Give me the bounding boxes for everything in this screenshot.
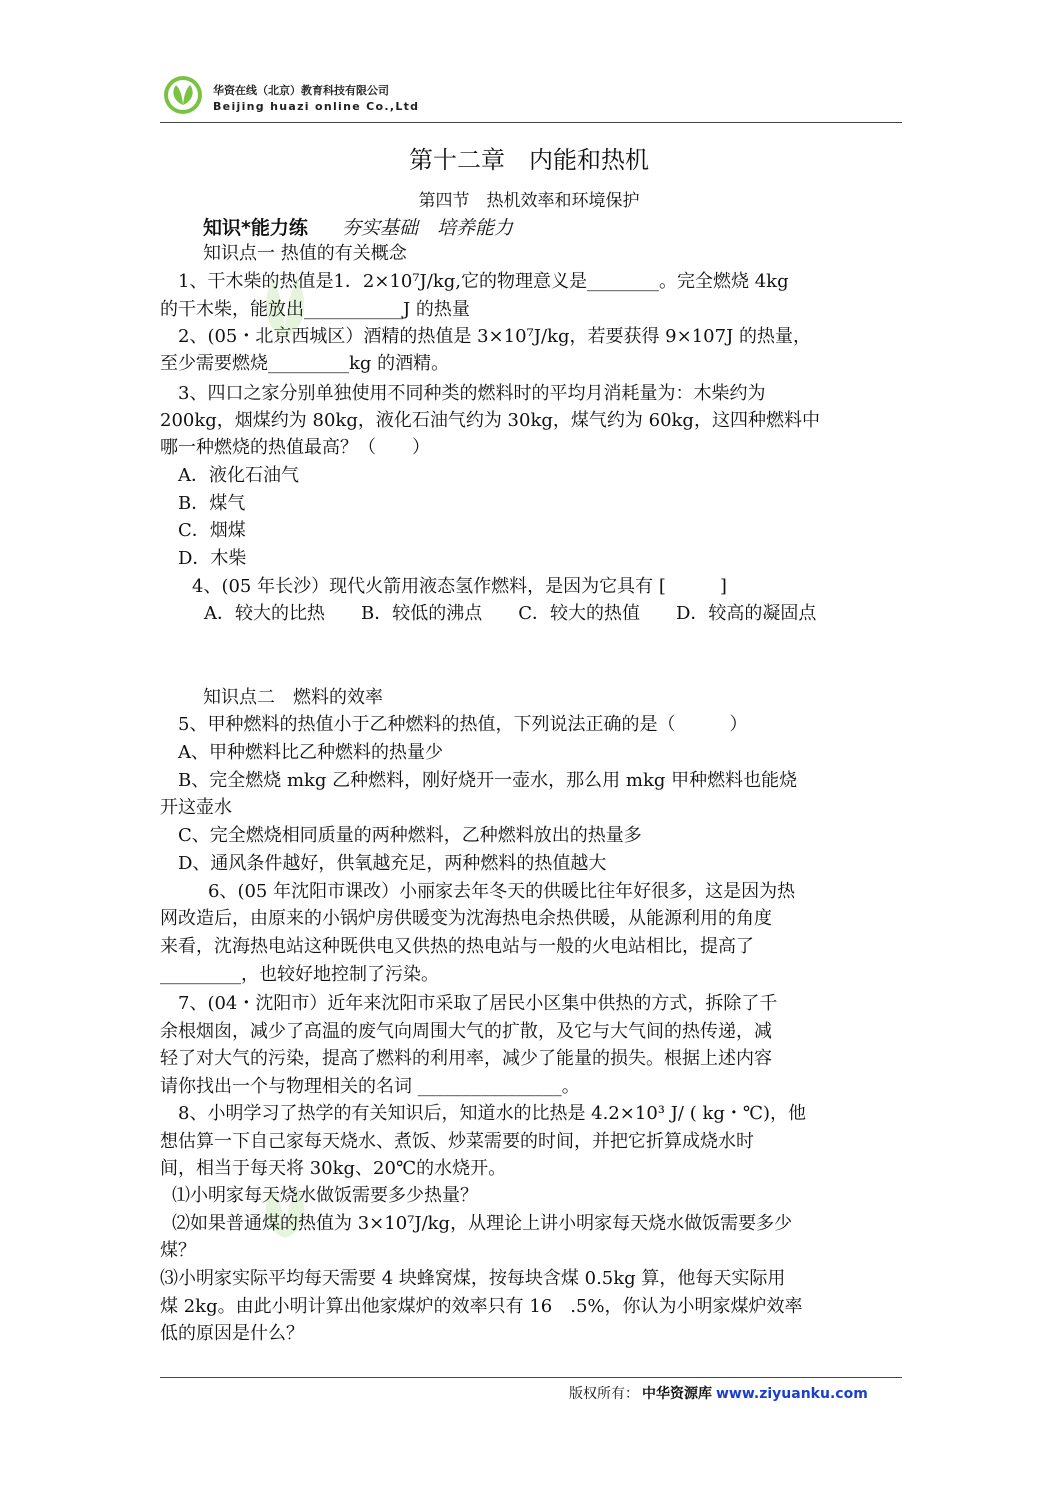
question-5-option: 开这壶水 [160,797,232,818]
question-5-option: C、完全燃烧相同质量的两种燃料，乙种燃料放出的热量多 [178,825,642,846]
question-7-line: 7、(04・沈阳市）近年来沈阳市采取了居民小区集中供热的方式，拆除了千 [178,993,778,1014]
question-3-option: C．烟煤 [178,520,246,541]
question-5-option: B、完全燃烧 mkg 乙种燃料，刚好烧开一壶水，那么用 mkg 甲种燃料也能烧 [178,770,798,791]
question-6-line: _________，也较好地控制了污染。 [160,964,439,985]
question-3-line: 3、四口之家分别单独使用不同种类的燃料时的平均月消耗量为：木柴约为 [178,383,766,404]
question-8-subquestion: 煤？ [160,1240,196,1261]
footer-copyright [569,1383,868,1403]
question-6-line: 网改造后，由原来的小锅炉房供暖变为沈海热电余热供暖，从能源利用的角度 [160,908,772,929]
question-8-subquestion: 低的原因是什么？ [160,1323,304,1344]
company-logo [163,75,203,115]
question-8-line: 8、小明学习了热学的有关知识后，知道水的比热是 4.2×10³ J/ ( kg・℃)，他 [178,1103,807,1124]
question-4-options: A．较大的比热 B．较低的沸点 C．较大的热值 D．较高的凝固点 [204,603,817,624]
question-8-subquestion: ⑶小明家实际平均每天需要 4 块蜂窝煤，按每块含煤 0.5kg 算，他每天实际用 [160,1268,786,1289]
question-7-line: 请你找出一个与物理相关的名词 ________________。 [160,1076,580,1097]
question-3-line: 200kg，烟煤约为 80kg，液化石油气约为 30kg，煤气约为 60kg，这四种燃料中 [160,410,820,431]
question-2-line: 至少需要燃烧_________kg 的酒精。 [160,353,450,374]
footer-label: 版权所有： [569,1386,639,1402]
question-6-line: 来看，沈海热电站这种既供电又供热的热电站与一般的火电站相比，提高了 [160,936,754,957]
question-4-line: 4、(05 年长沙）现代火箭用液态氢作燃料，是因为它具有 [ ] [192,576,727,597]
question-8-line: 间，相当于每天将 30kg、20℃的水烧开。 [160,1158,507,1179]
question-5-option: D、通风条件越好，供氧越充足，两种燃料的热值越大 [178,853,607,874]
question-5-option: A、甲种燃料比乙种燃料的热量少 [178,742,443,763]
practice-label: 知识*能力练 [203,217,308,239]
question-1-line: 1、干木柴的热值是1．2×10⁷J/kg,它的物理意义是________。完全燃烧 4kg [178,271,789,292]
practice-motto: 夯实基础 培养能力 [341,217,513,239]
question-8-subquestion: ⑵如果普通煤的热值为 3×10⁷J/kg，从理论上讲小明家每天烧水做饭需要多少 [172,1213,793,1234]
question-3-option: D．木柴 [178,548,247,569]
question-8-line: 想估算一下自己家每天烧水、煮饭、炒菜需要的时间，并把它折算成烧水时 [160,1131,754,1152]
footer-url-link[interactable]: www.ziyuanku.com [716,1386,868,1402]
section-subtitle: 第四节 热机效率和环境保护 [418,191,640,211]
company-name-cn: 华资在线（北京）教育科技有限公司 [213,84,389,97]
chapter-title: 第十二章 内能和热机 [409,146,649,174]
question-3-line: 哪一种燃烧的热值最高？（ ） [160,437,430,458]
question-6-line: 6、(05 年沈阳市课改）小丽家去年冬天的供暖比往年好很多，这是因为热 [208,881,796,902]
question-1-line: 的干木柴，能放出___________J 的热量 [160,299,470,320]
question-5-line: 5、甲种燃料的热值小于乙种燃料的热值，下列说法正确的是（ ） [178,714,748,735]
footer-brand: 中华资源库 [642,1386,712,1402]
question-3-option: B．煤气 [178,493,246,514]
company-name-en: Beijing huazi online Co.,Ltd [213,100,420,113]
header-rule [160,122,902,123]
question-8-subquestion: ⑴小明家每天烧水做饭需要多少热量？ [172,1185,478,1206]
footer-rule [160,1377,902,1378]
question-8-subquestion: 煤 2kg。由此小明计算出他家煤炉的效率只有 16 .5%，你认为小明家煤炉效率 [160,1296,803,1317]
question-7-line: 轻了对大气的污染，提高了燃料的利用率，减少了能量的损失。根据上述内容 [160,1048,772,1069]
question-3-option: A．液化石油气 [178,465,299,486]
question-7-line: 余根烟囱，减少了高温的废气向周围大气的扩散，及它与大气间的热传递，减 [160,1021,772,1042]
practice-heading [203,213,513,240]
knowledge-point-2-heading: 知识点二 燃料的效率 [203,687,383,708]
knowledge-point-1-heading: 知识点一 热值的有关概念 [203,243,407,264]
question-2-line: 2、(05・北京西城区）酒精的热值是 3×10⁷J/kg，若要获得 9×107J 的热量， [178,326,812,347]
